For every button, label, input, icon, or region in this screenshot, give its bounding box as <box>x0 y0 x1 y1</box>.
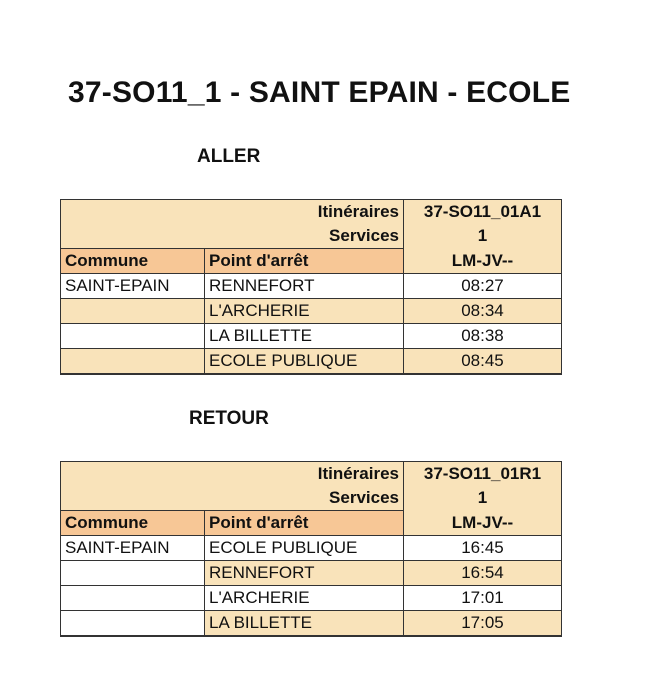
itineraires-label: Itinéraires <box>61 200 404 225</box>
commune-cell <box>61 611 205 637</box>
commune-cell <box>61 586 205 611</box>
time-cell: 16:54 <box>404 561 562 586</box>
commune-cell <box>61 349 205 375</box>
table-row <box>61 611 562 637</box>
commune-cell <box>61 324 205 349</box>
itinerary-code: 37-SO11_01A1 <box>404 200 562 225</box>
service-days: LM-JV-- <box>404 249 562 274</box>
stop-cell: LA BILLETTE <box>205 324 404 349</box>
stop-cell: ECOLE PUBLIQUE <box>205 349 404 375</box>
time-cell: 08:27 <box>404 274 562 299</box>
services-label: Services <box>61 486 404 511</box>
itineraires-label: Itinéraires <box>61 462 404 487</box>
time-cell: 08:45 <box>404 349 562 375</box>
time-cell: 08:38 <box>404 324 562 349</box>
table-row <box>61 586 562 611</box>
page-title: 37-SO11_1 - SAINT EPAIN - ECOLE <box>68 76 571 109</box>
time-cell: 17:05 <box>404 611 562 637</box>
stop-cell: ECOLE PUBLIQUE <box>205 536 404 561</box>
service-days: LM-JV-- <box>404 511 562 536</box>
table-row <box>61 349 562 375</box>
aller-timetable <box>60 199 562 375</box>
time-cell: 17:01 <box>404 586 562 611</box>
stop-cell: RENNEFORT <box>205 561 404 586</box>
retour-section-title: RETOUR <box>189 408 269 429</box>
time-cell: 16:45 <box>404 536 562 561</box>
retour-timetable <box>60 461 562 637</box>
itinerary-code: 37-SO11_01R1 <box>404 462 562 487</box>
stop-cell: RENNEFORT <box>205 274 404 299</box>
table-row <box>61 536 562 561</box>
service-number: 1 <box>404 486 562 511</box>
stop-cell: LA BILLETTE <box>205 611 404 637</box>
table-row <box>61 274 562 299</box>
commune-column-header: Commune <box>61 511 205 536</box>
stop-column-header: Point d'arrêt <box>205 249 404 274</box>
table-row <box>61 299 562 324</box>
stop-cell: L'ARCHERIE <box>205 299 404 324</box>
commune-cell <box>61 561 205 586</box>
time-cell: 08:34 <box>404 299 562 324</box>
table-row <box>61 324 562 349</box>
commune-cell <box>61 299 205 324</box>
aller-section-title: ALLER <box>197 146 261 167</box>
stop-column-header: Point d'arrêt <box>205 511 404 536</box>
commune-column-header: Commune <box>61 249 205 274</box>
service-number: 1 <box>404 224 562 249</box>
commune-cell: SAINT-EPAIN <box>61 274 205 299</box>
table-row <box>61 561 562 586</box>
services-label: Services <box>61 224 404 249</box>
commune-cell: SAINT-EPAIN <box>61 536 205 561</box>
stop-cell: L'ARCHERIE <box>205 586 404 611</box>
